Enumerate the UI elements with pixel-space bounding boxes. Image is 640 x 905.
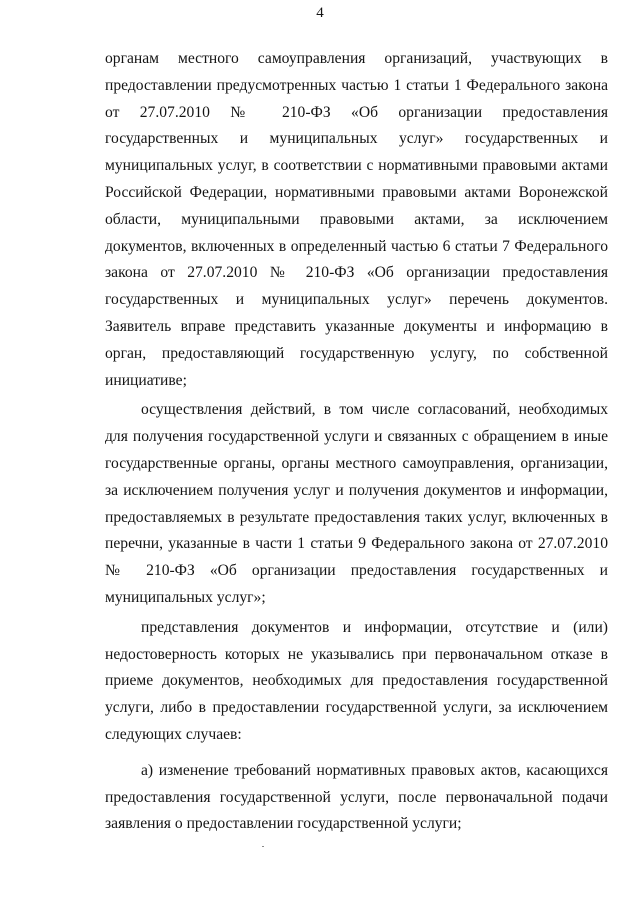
paragraph-exception-a: а) изменение требований нормативных правовых актов, касающихся предоставления государственной услуги, после первоначальной подачи заявления о предоставлении государственной услуги; — [105, 761, 608, 833]
document-body — [105, 46, 608, 838]
paragraph-missing-information: представления документов и информации, отсутствие и (или) недостоверность которых не указывались при первоначальном отказе в приеме документов, необходимых для предоставления государственной услуги, либо в предоставлении государственной услуги, за исключением следующих случаев: — [105, 618, 608, 743]
paragraph-actions-approvals: осуществления действий, в том числе согласований, необходимых для получения государственной услуги и связанных с обращением в иные государственные органы, органы местного самоуправления, организации, за исключением получения услуг и получения документов и информации, предоставляемых в результате предоставления таких услуг, включенных в перечни, указанные в части 1 статьи 9 Федерального закона от 27.07.2010 № 210-ФЗ «Об организации предоставления государственных и муниципальных услуг»; — [105, 401, 608, 606]
paragraph-document-submission: органам местного самоуправления организаций, участвующих в предоставлении предусмотренных частью 1 статьи 1 Федерального закона от 27.07.2010 № 210-ФЗ «Об организации предоставления государственных и муниципальных услуг» государственных и муниципальных услуг, в соответствии с нормативными правовыми актами Российской Федерации, нормативными правовыми актами Воронежской области, муниципальными правовыми актами, за исключением документов, включенных в определенный частью 6 статьи 7 Федерального закона от 27.07.2010 № 210-ФЗ «Об организации предоставления государственных и муниципальных услуг» перечень документов. Заявитель вправе представить указанные документы и информацию в орган, предоставляющий государственную услугу, по собственной инициативе; — [105, 50, 608, 389]
scan-speck — [262, 846, 264, 847]
page-number: 4 — [316, 5, 324, 21]
